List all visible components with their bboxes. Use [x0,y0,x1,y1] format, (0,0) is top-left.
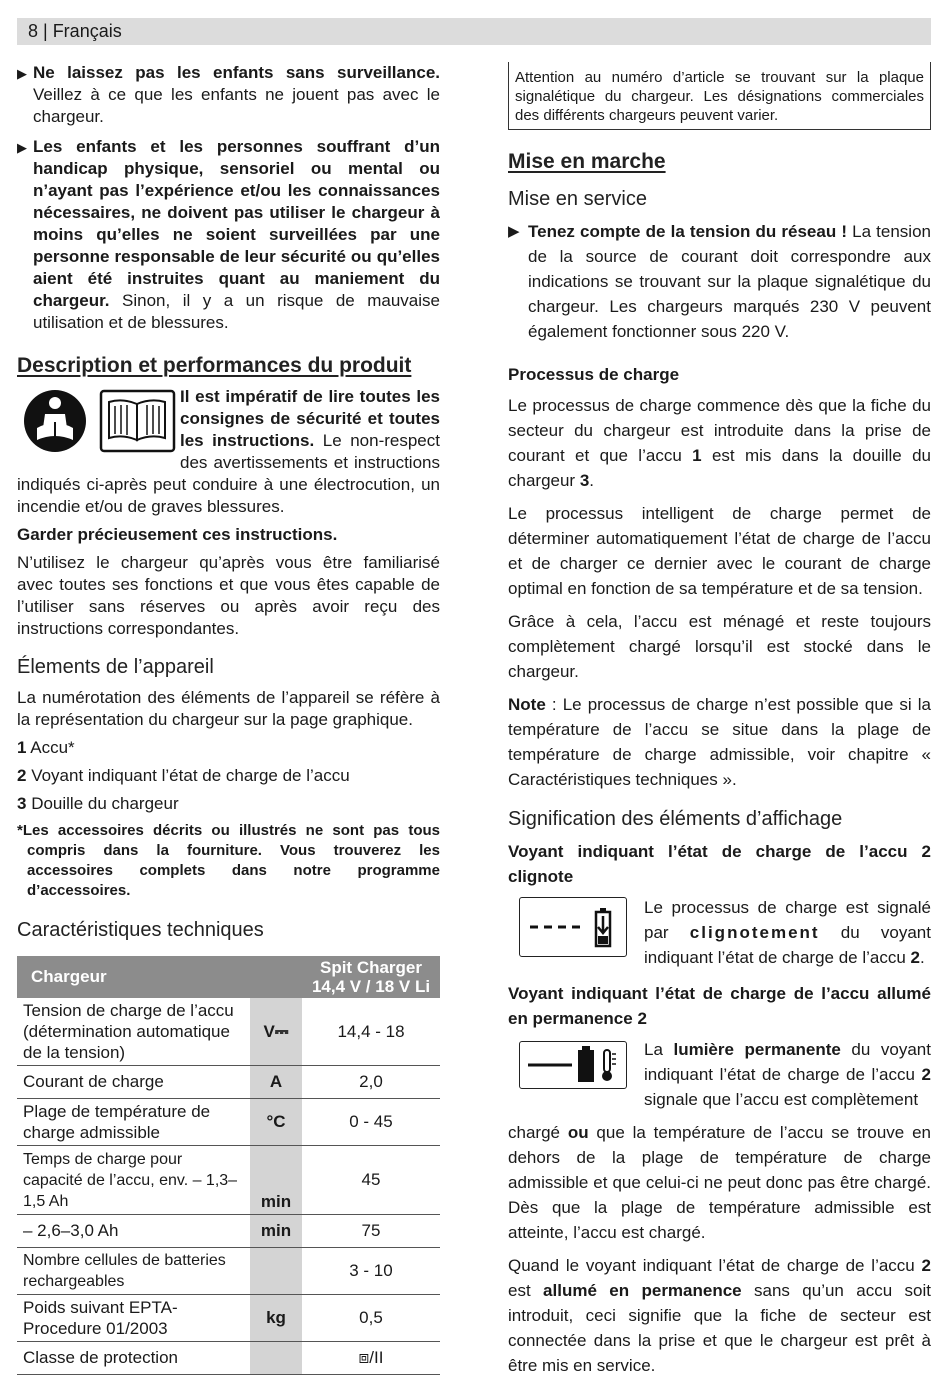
section-title-service: Mise en service [508,188,647,210]
warning-disabled-persons: ▶ Les enfants et les personnes souffrant d’un handicap physique, sensoriel ou mental ou n’ayant pas l’expérience et/ou les connaissances nécessaires, ne doivent pas utiliser le chargeur à moins qu’elles ne soient surveillées par une personne responsable de leur sécurité ou qu’elles aient été instruites quant au maniement du chargeur. Sinon, il y a un risque de mauvaise utilisation et de blessures. [17,137,440,332]
section-title-tech: Caractéristiques techniques [17,919,264,941]
process-p3: Grâce à cela, l’accu est ménagé et reste toujours complètement chargé lorsqu’il est stocké dans le chargeur. [508,612,931,681]
table-header-row [17,956,440,998]
process-note: Note : Le processus de charge n’est possible que si la température de l’accu se situe dans la plage de température de charge admissible, voir chapitre « Caractéristiques techniques ». [508,695,931,789]
element-item-1: 1 Accu* [17,738,75,757]
tension-warning: ▶ Tenez compte de la tension du réseau ! La tension de la source de courant doit correspondre aux indications se trouvant sur la plaque signalétique du chargeur. Les chargeurs marqués 230 V peuvent également fonctionner sous 220 V. [508,219,931,344]
bullet-triangle-icon: ▶ [508,223,520,240]
use-text: N’utilisez le chargeur qu’après vous être familiarisé avec toutes ses fonctions et que vous êtes capable de l’utiliser sans réserves ou après avoir reçu des instructions correspondantes. [17,553,440,638]
keep-instructions: Garder précieusement ces instructions. [17,525,338,544]
process-p2: Le processus intelligent de charge permet de déterminer automatiquement l’état de charge de l’accu et de charger ce dernier avec le courant de charge optimal en fonction de sa température et de sa tension. [508,504,931,598]
bullet-triangle-icon: ▶ [17,140,27,155]
process-title: Processus de charge [508,365,680,384]
bullet-triangle-icon: ▶ [17,66,27,81]
right-column [508,62,931,1378]
table-row: Nombre cellules de batteries rechargeables 3 - 10 [17,1248,440,1295]
safety-icons [17,388,177,454]
left-column [17,62,440,1375]
process-p1: Le processus de charge commence dès que la fiche du secteur du chargeur est introduite dans la prise de courant et que l’accu 1 est mis dans la douille du chargeur 3. [508,396,931,490]
elements-intro: La numérotation des éléments de l’appareil se réfère à la représentation du chargeur sur la page graphique. [17,688,440,729]
element-item-3: 3 Douille du chargeur [17,794,179,813]
table-row: – 2,6–3,0 Ah min 75 [17,1215,440,1248]
ready-text: Quand le voyant indiquant l’état de charge de l’accu 2 est allumé en permanence sans qu’un accu soit introduit, ceci signifie que la fiche de secteur est connectée dans la prise et que le chargeur est prêt à être mis en service. [508,1256,931,1375]
tech-table [17,956,440,1375]
page-number: 8 | Français [28,21,122,41]
section-title-description: Description et performances du produit [17,354,412,377]
blink-block [508,895,931,975]
read-instructions-block [17,386,440,518]
table-row: Plage de température de charge admissible °C 0 - 45 [17,1099,440,1146]
table-header-model: Spit Charger 14,4 V / 18 V Li [302,956,440,998]
table-row: Poids suivant EPTA-Procedure 01/2003 kg 0,5 [17,1295,440,1342]
permanent-block [508,1037,931,1112]
section-title-marche: Mise en marche [508,150,666,173]
table-row: Tension de charge de l’accu (détermination automatique de la tension) V⎓ 14,4 - 18 [17,998,440,1066]
element-item-2: 2 Voyant indiquant l’état de charge de l’accu [17,766,350,785]
permanent-led-icon [519,1041,627,1089]
table-row: Classe de protection ⧈/II [17,1342,440,1375]
table-row: Courant de charge A 2,0 [17,1066,440,1099]
accessories-note: *Les accessoires décrits ou illustrés ne sont pas tous compris dans la fourniture. Vous trouverez les accessoires complets dans notre programme d’accessoires. [17,822,440,899]
page-header [17,18,931,45]
blink-title: Voyant indiquant l’état de charge de l’accu 2 clignote [508,842,931,886]
table-row: Temps de charge pour capacité de l’accu, env. – 1,3–1,5 Ah min 45 [17,1146,440,1215]
table-header-label: Chargeur [17,956,250,998]
warning-children: ▶ Ne laissez pas les enfants sans surveillance. Veillez à ce que les enfants ne jouent pas avec le chargeur. [17,63,440,126]
blinking-led-icon [519,897,627,957]
blink-text: Le processus de charge est signalé par clignotement du voyant indiquant l’état de charge de l’accu 2. [644,898,931,967]
read-instructions-text: Il est impératif de lire toutes les consignes de sécurité et toutes les instructions. Le non-respect des avertissements et instructions indiqués ci-après peut conduire à une électrocution, un incendie et/ou de graves blessures. [17,387,440,516]
section-title-elements: Élements de l’appareil [17,656,214,678]
permanent-text: La lumière permanente du voyant indiquant l’état de charge de l’accu 2 signale que l’accu est complètement [644,1040,931,1109]
section-title-display: Signification des éléments d’affichage [508,808,843,830]
permanent-title: Voyant indiquant l’état de charge de l’accu allumé en permanence 2 [508,984,931,1028]
article-number-note: Attention au numéro d’article se trouvant sur la plaque signalétique du chargeur. Les désignations commerciales des différents chargeurs peuvent varier. [508,62,931,130]
read-manual-icon [17,388,177,454]
permanent-text-2: chargé ou que la température de l’accu se trouve en dehors de la plage de température de charge admissible et que celui-ci ne peut donc pas être chargé. Dès que la plage de température admissible est atteinte, l’accu est chargé. [508,1123,931,1242]
